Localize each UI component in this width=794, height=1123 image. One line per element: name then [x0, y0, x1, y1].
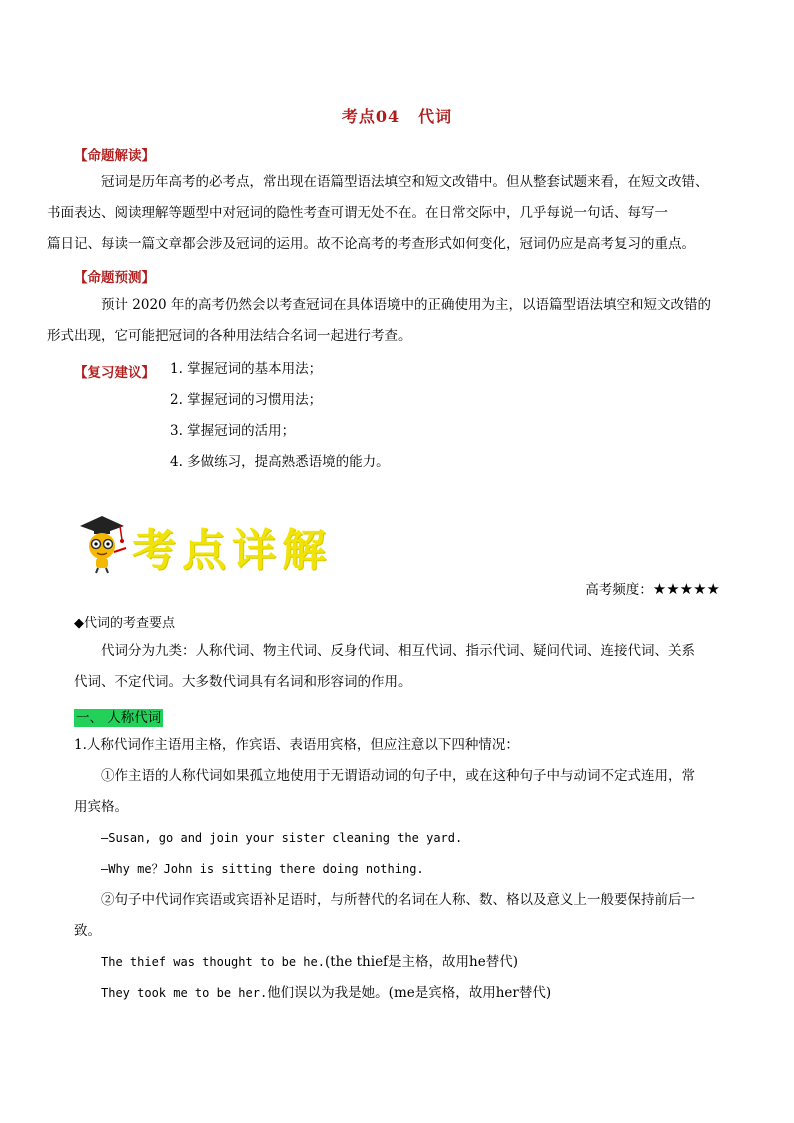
prediction-label: 【命题预测】 — [74, 270, 155, 286]
review-item: 1. 掌握冠词的基本用法； — [170, 361, 323, 377]
intro-line: 代词、不定代词。大多数代词具有名词和形容词的作用。 — [74, 674, 412, 690]
star-rating-icon: ★★★★★ — [652, 580, 720, 598]
graduate-mascot-icon — [74, 512, 130, 574]
interpretation-label: 【命题解读】 — [74, 148, 155, 164]
review-label: 【复习建议】 — [74, 365, 155, 381]
banner-title: 考点详解 — [132, 525, 332, 576]
personal-pronoun-heading-wrap — [74, 706, 163, 726]
example-note: (the thief是主格，故用he替代) — [324, 954, 519, 970]
intro-paragraph — [74, 636, 724, 698]
title-point: 考点04 — [341, 107, 401, 126]
page-title — [0, 104, 794, 127]
review-item: 4. 多做练习，提高熟悉语境的能力。 — [170, 454, 390, 470]
main-point-heading: ◆代词的考查要点 — [74, 616, 175, 631]
interpretation-line: 书面表达、阅读理解等题型中对冠词的隐性考查可谓无处不在。在日常交际中，几乎每说一句话、每写一 — [47, 205, 668, 221]
example-note: (me是宾格，故用her替代) — [388, 985, 552, 1001]
frequency-label: 高考频度： — [585, 582, 653, 598]
review-item: 2. 掌握冠词的习惯用法； — [170, 392, 323, 408]
example-english: The thief was thought to be he. — [101, 955, 325, 969]
prediction-line: 预计 2020 年的高考仍然会以考查冠词在具体语境中的正确使用为主，以语篇型语法填空和短文改错的 — [101, 297, 711, 313]
intro-line: 代词分为九类：人称代词、物主代词、反身代词、相互代词、指示代词、疑问代词、连接代词、关系 — [101, 643, 695, 659]
example-sentence — [74, 947, 724, 978]
interpretation-line: 冠词是历年高考的必考点，常出现在语篇型语法填空和短文改错中。但从整套试题来看，在短文改错、 — [101, 174, 709, 190]
point-1-line: ①作主语的人称代词如果孤立地使用于无谓语动词的句子中，或在这种句子中与动词不定式连用，常 — [101, 768, 695, 784]
interpretation-line: 篇日记、每读一篇文章都会涉及冠词的运用。故不论高考的考查形式如何变化，冠词仍应是高考复习的重点。 — [47, 236, 695, 252]
point-2-line: ②句子中代词作宾语或宾语补足语时，与所替代的名词在人称、数、格以及意义上一般要保持前后一 — [101, 892, 695, 908]
example-sentence: —Why me？John is sitting there doing nothing. — [101, 862, 424, 876]
review-item: 3. 掌握冠词的活用； — [170, 423, 296, 439]
prediction-line: 形式出现，它可能把冠词的各种用法结合名词一起进行考查。 — [47, 328, 412, 344]
example-sentence — [74, 978, 724, 1009]
personal-pronoun-heading: 一、 人称代词 — [76, 710, 162, 726]
frequency-rating — [585, 578, 720, 598]
review-list — [170, 354, 390, 478]
title-topic: 代词 — [418, 107, 453, 126]
example-english: They took me to be her. — [101, 986, 268, 1000]
example-translation: 他们误以为我是她。 — [267, 985, 389, 1001]
section-banner — [74, 512, 334, 576]
prediction-paragraph — [47, 290, 724, 352]
point-1-line: 用宾格。 — [74, 799, 128, 815]
interpretation-paragraph — [47, 167, 724, 260]
rule-block — [74, 730, 724, 1009]
example-sentence: —Susan, go and join your sister cleaning the yard. — [101, 831, 463, 845]
point-2-line: 致。 — [74, 923, 101, 939]
rule-1: 1.人称代词作主语用主格，作宾语、表语用宾格，但应注意以下四种情况： — [74, 737, 519, 753]
